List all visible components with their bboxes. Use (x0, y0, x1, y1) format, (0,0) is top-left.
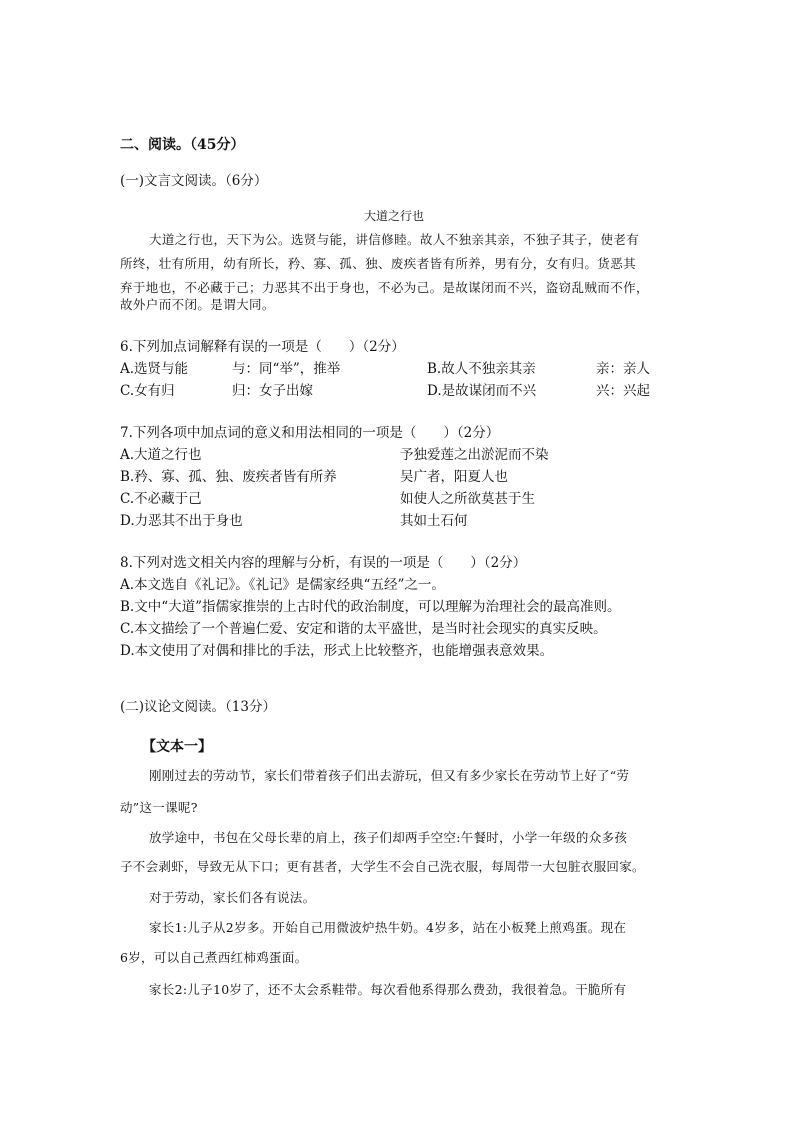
q7-option-a-compare: 予独爱莲之出淤泥而不染 (400, 447, 549, 463)
q6-option-d-note: 兴：兴起 (596, 383, 650, 399)
essay-line-5: 对于劳动，家长们各有说法。 (149, 890, 316, 905)
text-one-label: 【文本一】 (142, 739, 212, 755)
passage-line-4: 故外户而不闭。是谓大同。 (120, 297, 275, 312)
q7-option-a: A.大道之行也 (120, 447, 202, 463)
passage-line-2: 所终，壮有所用，幼有所长，矜、寡、孤、独、废疾者皆有所养，男有分，女有归。货恶其 (120, 256, 637, 271)
q7-option-b: B.矜、寡、孤、独、废疾者皆有所养 (120, 469, 337, 485)
q6-option-b: B.故人不独亲其亲 (427, 361, 536, 377)
passage-title: 大道之行也 (364, 209, 425, 223)
q6-option-a: A.选贤与能 (120, 361, 189, 377)
essay-line-7: 6岁，可以自己煮西红柿鸡蛋面。 (120, 950, 308, 965)
essay-line-1: 刚刚过去的劳动节，家长们带着孩子们出去游玩，但又有多少家长在劳动节上好了“劳 (149, 768, 630, 783)
part1-heading: (一)文言文阅读。（6分） (120, 173, 268, 189)
essay-line-6: 家长1:儿子从2岁多。开始自己用微波炉热牛奶。4岁多，站在小板凳上煎鸡蛋。现在 (149, 920, 627, 935)
q6-option-b-note: 亲：亲人 (596, 361, 650, 377)
part2-heading: (二)议论文阅读。（13分） (120, 699, 276, 715)
q6-option-a-note: 与：同“举”，推举 (232, 361, 341, 377)
passage-line-1: 大道之行也，天下为公。选贤与能，讲信修睦。故人不独亲其亲，不独子其子，使老有 (149, 232, 640, 247)
essay-line-2: 动”这一课呢? (120, 800, 198, 815)
passage-line-3: 弃于地也，不必藏于己；力恶其不出于身也，不必为己。是故谋闭而不兴，盗窃乱贼而不作， (120, 280, 649, 295)
q7-option-d-compare: 其如土石何 (400, 513, 468, 529)
q6-option-c-note: 归：女子出嫁 (232, 383, 313, 399)
q8-stem: 8.下列对选文相关内容的理解与分析，有误的一项是（ ）（2分） (120, 555, 527, 571)
section-heading: 二、阅读。（45分） (120, 137, 245, 153)
q8-option-d: D.本文使用了对偶和排比的手法，形式上比较整齐，也能增强表意效果。 (120, 643, 554, 659)
q6-option-d: D.是故谋闭而不兴 (427, 383, 537, 399)
q6-option-c: C.女有归 (120, 383, 175, 399)
q6-stem: 6.下列加点词解释有误的一项是（ ）（2分） (120, 339, 405, 355)
q8-option-a: A.本文选自《礼记》。《礼记》是儒家经典“五经”之一。 (120, 577, 445, 593)
essay-line-8: 家长2:儿子10岁了，还不太会系鞋带。每次看他系得那么费劲，我很着急。干脆所有 (149, 982, 627, 997)
q8-option-b: B.文中“大道”指儒家推崇的上古时代的政治制度，可以理解为治理社会的最高准则。 (120, 599, 621, 615)
q8-option-c: C.本文描绘了一个普遍仁爱、安定和谐的太平盛世，是当时社会现实的真实反映。 (120, 621, 607, 637)
q7-option-b-compare: 吴广者，阳夏人也 (400, 469, 508, 485)
q7-stem: 7.下列各项中加点词的意义和用法相同的一项是（ ）（2分） (120, 425, 500, 441)
q7-option-c: C.不必藏于己 (120, 491, 202, 507)
q7-option-c-compare: 如使人之所欲莫甚于生 (400, 491, 535, 507)
essay-line-3: 放学途中，书包在父母长辈的肩上，孩子们却两手空空:午餐时，小学一年级的众多孩 (149, 830, 628, 845)
essay-line-4: 子不会剥虾，导致无从下口；更有甚者，大学生不会自己洗衣服，每周带一大包脏衣服回家。 (120, 859, 645, 874)
q7-option-d: D.力恶其不出于身也 (120, 513, 243, 529)
